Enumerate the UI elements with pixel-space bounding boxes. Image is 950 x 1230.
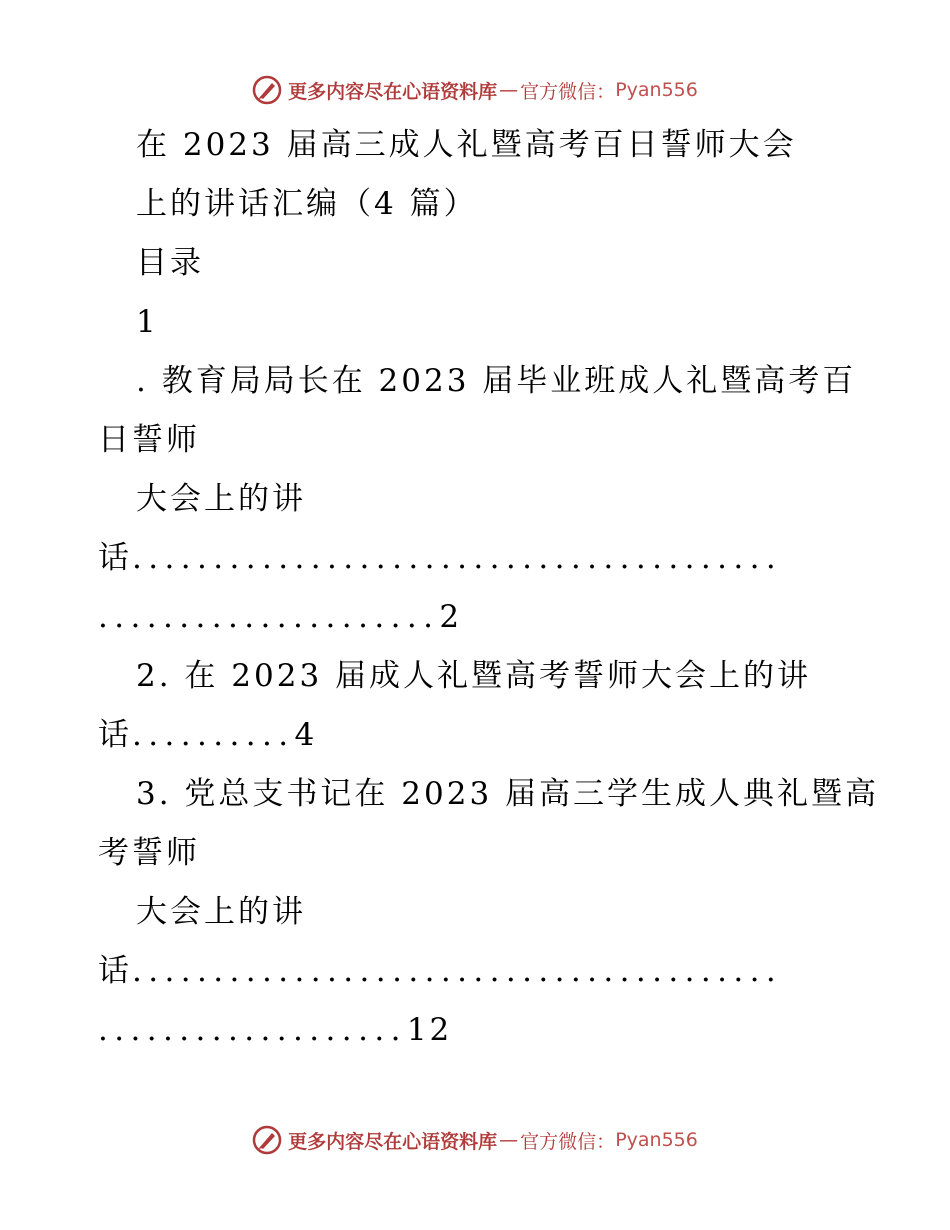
footer-banner-dash: — bbox=[499, 1129, 519, 1151]
toc-item-1-line4-prefix: 话 bbox=[98, 540, 132, 576]
toc-item-1-leader-dots-2: ..................... bbox=[98, 599, 440, 635]
toc-item-3-line3: 大会上的讲 bbox=[136, 894, 306, 930]
footer-banner-official-label: 官方微信： bbox=[520, 1130, 616, 1153]
banner-wechat-id: Pyan556 bbox=[615, 79, 698, 101]
toc-item-1-number: 1 bbox=[136, 304, 159, 340]
toc-item-3-line5 bbox=[98, 1010, 452, 1050]
pen-logo-icon bbox=[252, 75, 282, 105]
toc-item-1-leader-dots: ........................................ bbox=[132, 540, 783, 576]
footer-banner-wechat-id: Pyan556 bbox=[615, 1129, 698, 1151]
toc-item-1-line2: 日誓师 bbox=[98, 422, 200, 458]
toc-item-2-line1: 2. 在 2023 届成人礼暨高考誓师大会上的讲 bbox=[136, 658, 812, 694]
banner-brand: 更多内容尽在心语资料库 bbox=[288, 80, 498, 103]
toc-item-1-page: 2 bbox=[439, 599, 463, 635]
toc-item-3-line2: 考誓师 bbox=[98, 835, 200, 871]
header-banner bbox=[0, 70, 950, 110]
footer-banner-brand: 更多内容尽在心语资料库 bbox=[288, 1130, 498, 1153]
toc-item-3-line1: 3. 党总支书记在 2023 届高三学生成人典礼暨高 bbox=[136, 776, 880, 812]
document-title-line1: 在 2023 届高三成人礼暨高考百日誓师大会 bbox=[136, 127, 797, 163]
toc-item-3-line4 bbox=[98, 951, 782, 991]
toc-item-2-line2-prefix: 话 bbox=[98, 717, 132, 753]
toc-item-2-page: 4 bbox=[294, 717, 318, 753]
footer-banner bbox=[0, 1120, 950, 1160]
toc-item-2-line2 bbox=[98, 715, 317, 755]
toc-item-3-leader-dots-2: ................... bbox=[98, 1012, 407, 1048]
toc-item-1-line1: . 教育局局长在 2023 届毕业班成人礼暨高考百 bbox=[136, 363, 857, 399]
toc-item-1-line3: 大会上的讲 bbox=[136, 481, 306, 517]
toc-item-3-line4-prefix: 话 bbox=[98, 953, 132, 989]
toc-item-2-leader-dots: .......... bbox=[132, 717, 295, 753]
toc-item-3-leader-dots: ........................................ bbox=[132, 953, 783, 989]
toc-heading: 目录 bbox=[136, 245, 204, 281]
toc-item-3-page: 12 bbox=[406, 1012, 453, 1048]
banner-official-label: 官方微信： bbox=[520, 80, 616, 103]
banner-dash: — bbox=[499, 79, 519, 101]
toc-item-1-line4 bbox=[98, 538, 782, 578]
toc-item-1-line5 bbox=[98, 597, 462, 637]
pen-logo-icon bbox=[252, 1125, 282, 1155]
document-title-line2: 上的讲话汇编（4 篇） bbox=[136, 186, 478, 222]
